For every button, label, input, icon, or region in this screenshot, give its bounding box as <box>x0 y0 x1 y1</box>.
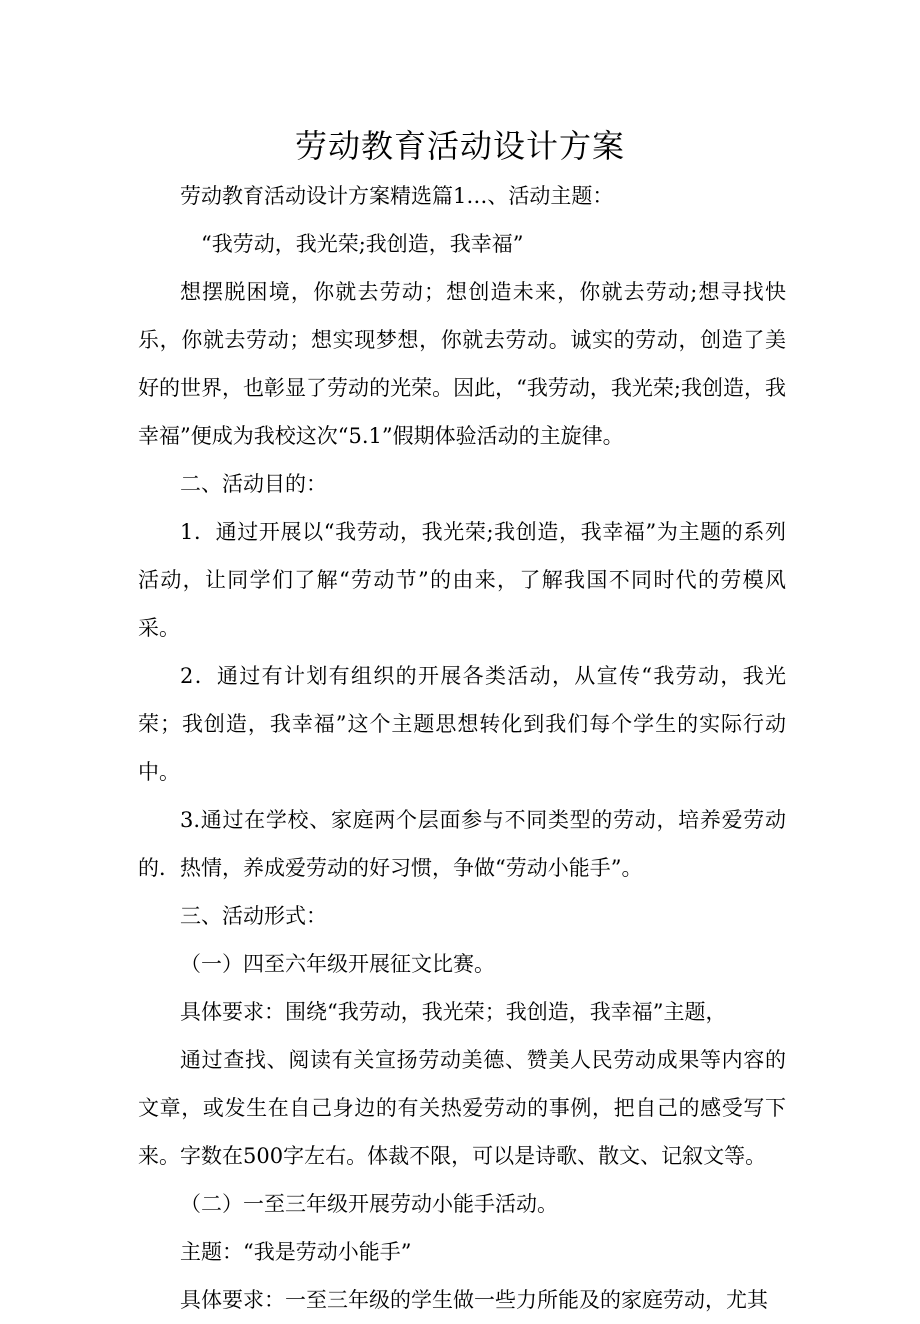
section-heading-goals: 二、活动目的： <box>180 472 327 496</box>
paragraph-intro: 劳动教育活动设计方案精选篇1…、活动主题： <box>180 184 614 208</box>
goal-item-1: 1．通过开展以“我劳动，我光荣;我创造，我幸福”为主题的系列活动，让同学们了解“劳动节”的由来，了解我国不同时代的劳模风采。 <box>138 520 786 640</box>
form-item-1: （一）四至六年级开展征文比赛。 <box>180 952 495 976</box>
goal-item-2: 2．通过有计划有组织的开展各类活动，从宣传“我劳动，我光荣；我创造，我幸福”这个主题思想转化到我们每个学生的实际行动中。 <box>138 664 786 784</box>
paragraph-requirements-1-detail: 通过查找、阅读有关宣扬劳动美德、赞美人民劳动成果等内容的文章，或发生在自己身边的有关热爱劳动的事例，把自己的感受写下来。字数在500字左右。体裁不限，可以是诗歌、散文、记叙文等。 <box>138 1048 786 1168</box>
paragraph-theme-2: 主题：“我是劳动小能手” <box>180 1240 412 1264</box>
paragraph-requirements-1: 具体要求：围绕“我劳动，我光荣；我创造，我幸福”主题， <box>180 1000 727 1024</box>
paragraph-motivation: 想摆脱困境，你就去劳动；想创造未来，你就去劳动;想寻找快乐，你就去劳动；想实现梦想，你就去劳动。诚实的劳动，创造了美好的世界，也彰显了劳动的光荣。因此，“我劳动，我光荣;我创造，我幸福”便成为我校这次“5.1”假期体验活动的主旋律。 <box>138 280 786 448</box>
document-title: 劳动教育活动设计方案 <box>294 127 625 165</box>
document-body <box>138 172 786 1324</box>
goal-item-3: 3.通过在学校、家庭两个层面参与不同类型的劳动，培养爱劳动的．热情，养成爱劳动的好习惯，争做“劳动小能手”。 <box>138 808 786 880</box>
paragraph-requirements-2: 具体要求：一至三年级的学生做一些力所能及的家庭劳动，尤其 <box>180 1288 768 1312</box>
section-heading-forms: 三、活动形式： <box>180 904 327 928</box>
form-item-2: （二）一至三年级开展劳动小能手活动。 <box>180 1192 558 1216</box>
paragraph-theme: “我劳动，我光荣;我创造，我幸福” <box>201 232 524 256</box>
